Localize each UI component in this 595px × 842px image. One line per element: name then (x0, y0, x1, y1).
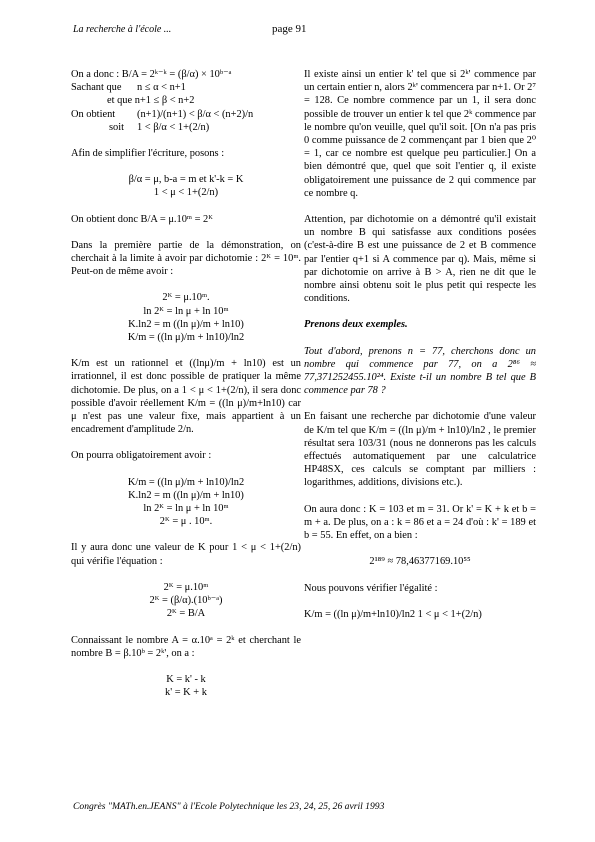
formula-line: 2¹⁸⁹ ≈ 78,46377169.10⁵⁵ (369, 556, 471, 568)
formula-line: On obtient donc B/A = μ.10ᵐ = 2ᴷ (71, 213, 213, 225)
paragraph: Tout d'abord, prenons n = 77, cherchons donc un nombre qui commence par 77, on a 2⁸⁶ ≈ 77,371252455.10²⁴. Existe t-il un nombre B tel que B commence par 78 ? (304, 345, 536, 397)
formula-key: Sachant que (71, 82, 122, 94)
formula-line: 2ᴷ = (β/α).(10ᵇ⁻ᵃ) (149, 595, 223, 607)
paragraph: Dans la première partie de la démonstration, on cherchait à la limite à avoir par dichotomie : 2ᴷ = 10ᵐ. Peut-on de même avoir : (71, 239, 301, 278)
formula-row (71, 121, 301, 134)
paragraph: On pourra obligatoirement avoir : (71, 450, 212, 462)
formula-key: On obtient (71, 108, 116, 120)
formula-row (71, 108, 301, 121)
formula-line: On a donc : B/A = 2ᵏ⁻ᵏ = (β/α) × 10ᵇ⁻ᵃ (71, 69, 232, 80)
paragraph: Afin de simplifier l'écriture, posons : (71, 148, 225, 160)
left-column (71, 68, 301, 699)
paragraph: On aura donc : K = 103 et m = 31. Or k' = K + k et b = m + a. De plus, on a : k = 86 et a = 24 d'où : k' = 189 et b = 55. En effet, on a bien : (304, 503, 536, 542)
formula-line: K.ln2 = m ((ln μ)/m + ln10) (128, 318, 244, 330)
formula-value: 1 < β/α < 1+(2/n) (137, 121, 210, 133)
running-header: La recherche à l'école ... (73, 24, 172, 35)
formula-value: (n+1)/(n+1) < β/α < (n+2)/n (137, 108, 254, 120)
paragraph: En faisant une recherche par dichotomie d'une valeur de K/m tel que K/m = ((ln μ)/m + ln10)/ln2 , le premier résultat sera 103/31 (nous ne donnerons pas les calculs effectués automatiquement par une calculatrice HP48SX, ces calculs se comptant par milliers : logarithmes, additions, divisions etc.). (304, 411, 536, 489)
paragraph: Attention, par dichotomie on a démontré qu'il existait un nombre B qui satisfasse aux conditions posées (c'est-à-dire B est une puissance de 2 et B commence par l'entier q+1 si A commence par q). Mais, même si par dichotomie on arrive à B > A, rien ne dit que le nombre ainsi obtenu soit le plus petit qui respecte les conditions. (304, 214, 536, 305)
right-column (304, 68, 536, 621)
formula-line: 1 < μ < 1+(2/n) (153, 187, 219, 199)
formula-line: ln 2ᴷ = ln μ + ln 10ᵐ (143, 305, 229, 317)
paragraph: Il existe ainsi un entier k' tel que si 2ᵏ' commence par un certain entier n, alors 2ᵏ' commencera par n+1. Or 2⁷ = 128. Ce nombre commence par un 1, il sera donc possible de trouver un entier k tel que 2ᵏ commence par le nombre qu'on veuille, quel qu'il soit. [On n'a pas pris 0 comme puissance de 2 commençant par 1 bien que 2⁰ = 1, car ce nombre est quelque peu particulier.] On a bien démontré que, quel que soit l'entier q, il existe obligatoirement une puissance de 2 qui commence par ce nombre q. (304, 69, 536, 199)
paragraph: Connaissant le nombre A = α.10ᵃ = 2ᵏ et cherchant le nombre B = β.10ᵇ = 2ᵏ', on a : (71, 634, 301, 659)
section-title: Prenons deux exemples. (304, 319, 408, 331)
formula-line: 2ᴷ = B/A (166, 608, 206, 620)
formula-line: ln 2ᴷ = ln μ + ln 10ᵐ (143, 503, 229, 515)
formula-value: n ≤ α < n+1 (137, 82, 186, 94)
paragraph: K/m est un rationnel et ((lnμ)/m + ln10) est un irrationnel, il est donc possible de pratiquer la même dichotomie. De plus, on a 1 < μ < 1+(2/n), il sera donc possible d'avoir réellement K/m = ((ln μ)/m+ln10) car μ n'est pas une valeur fixe, mais appartient à un encadrement d'amplitude 2/n. (71, 358, 301, 436)
formula-line: 2ᴷ = μ.10ᵐ (163, 581, 209, 593)
formula-line: k' = K + k (165, 687, 207, 699)
formula-line: 2ᴷ = μ . 10ᵐ. (159, 516, 213, 528)
formula-line: K = k' - k (166, 673, 206, 685)
page-footer: Congrès "MATh.en.JEANS" à l'Ecole Polytechnique les 23, 24, 25, 26 avril 1993 (73, 801, 385, 812)
page-number: page 91 (272, 23, 307, 35)
formula-line: β/α = μ, b-a = m et k'-k = K (128, 174, 244, 186)
formula-line: K/m = ((ln μ)/m + ln10)/ln2 (127, 476, 245, 488)
formula-line: K.ln2 = m ((ln μ)/m + ln10) (128, 489, 244, 501)
formula-line: et que n+1 ≤ β < n+2 (107, 95, 195, 107)
paragraph: Nous pouvons vérifier l'égalité : (304, 582, 438, 594)
paragraph: Il y aura donc une valeur de K pour 1 < μ < 1+(2/n) qui vérifie l'équation : (71, 542, 301, 567)
formula-line: K/m = ((ln μ)/m + ln10)/ln2 (127, 332, 245, 344)
formula-row (71, 81, 301, 94)
formula-line: K/m = ((ln μ)/m+ln10)/ln2 1 < μ < 1+(2/n) (304, 608, 482, 620)
formula-line: 2ᴷ = μ.10ᵐ. (162, 292, 210, 304)
formula-key: soit (109, 121, 125, 133)
